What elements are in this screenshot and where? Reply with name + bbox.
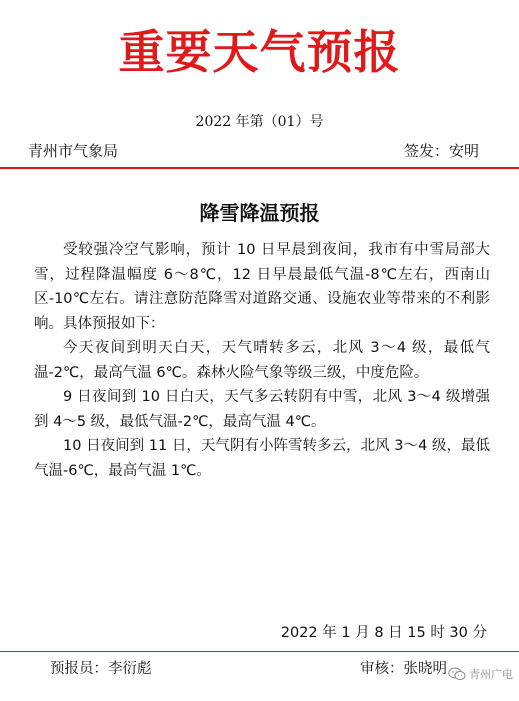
masthead-title: 重要天气预报 xyxy=(118,25,401,79)
watermark-text: 青州广电 xyxy=(469,668,513,681)
signer: 签发：安明 xyxy=(403,142,479,160)
issue-number: 2022 年第（01）号 xyxy=(195,114,324,130)
body-paragraph: 9 日夜间到 10 日白天，天气多云转阴有中雪，北风 3～4 级增强到 4～5 级，最低气温-2℃，最高气温 4℃。 xyxy=(34,389,490,430)
body-paragraph: 10 日夜间到 11 日，天气阴有小阵雪转多云，北风 3～4 级，最低气温-6℃，最高气温 1℃。 xyxy=(34,438,490,479)
wechat-icon xyxy=(448,667,466,681)
issuing-agency: 青州市气象局 xyxy=(28,142,119,160)
footer-divider xyxy=(0,651,519,652)
body-paragraph: 受较强冷空气影响，预计 10 日早晨到夜间，我市有中雪局部大雪，过程降温幅度 6～8℃，12 日早晨最低气温-8℃左右，西南山区-10℃左右。请注意防范降雪对道路交通、设施农业等带来的不利影响。具体预报如下： xyxy=(34,242,490,332)
body-paragraph: 今天夜间到明天白天，天气晴转多云，北风 3～4 级，最低气温-2℃，最高气温 6℃。森林火险气象等级三级，中度危险。 xyxy=(34,340,490,381)
forecast-body xyxy=(34,238,490,483)
forecaster: 预报员：李衍彪 xyxy=(50,661,152,677)
issued-time: 2022 年 1 月 8 日 15 时 30 分 xyxy=(280,625,487,641)
header-divider xyxy=(0,167,519,169)
document-title: 降雪降温预报 xyxy=(199,201,320,225)
reviewer: 审核：张晓明 xyxy=(360,661,447,677)
watermark xyxy=(448,666,513,682)
